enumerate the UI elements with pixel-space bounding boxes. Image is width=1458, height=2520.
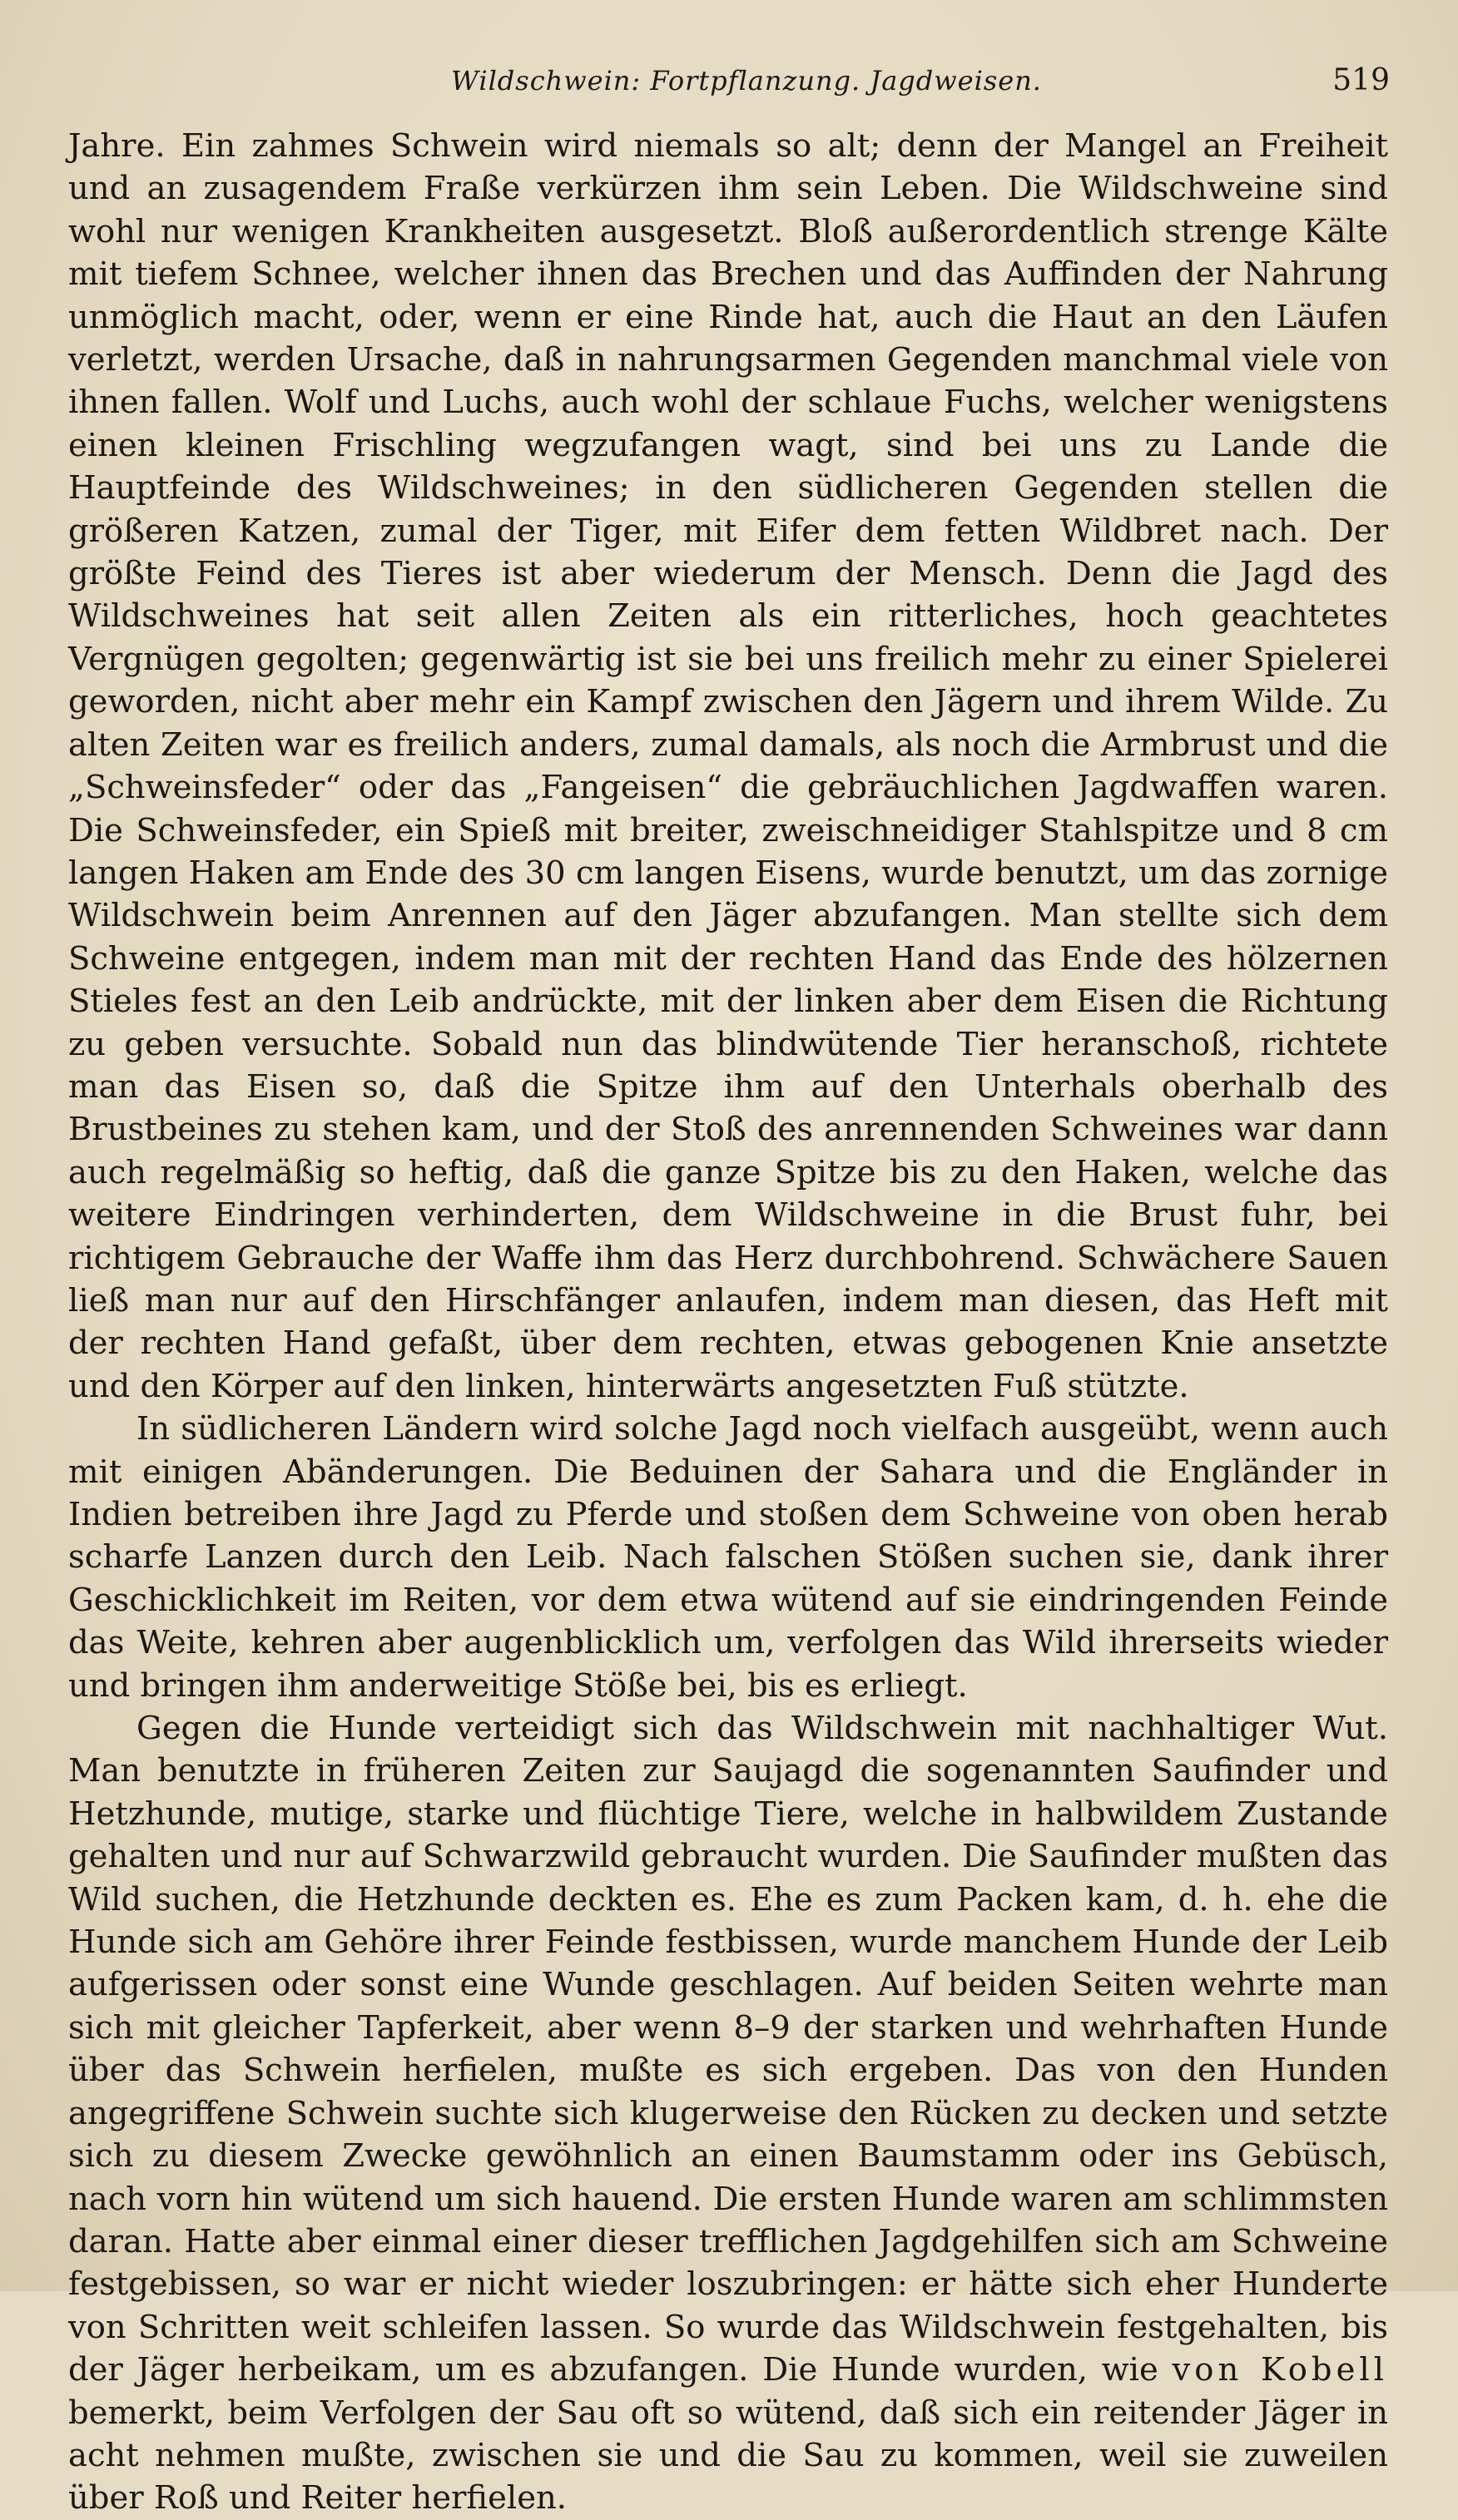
author-name: von Kobell: [1172, 2351, 1388, 2389]
paragraph-1: Jahre. Ein zahmes Schwein wird niemals so alt; denn der Mangel an Freiheit und an zusagendem Fraße verkürzen ihm sein Leben. Die Wildschweine sind wohl nur wenigen Krankheiten ausgesetzt. Bloß außerordentlich strenge Kälte mit tiefem Schnee, welcher ihnen das Brechen und das Auffinden der Nahrung unmöglich macht, oder, wenn er eine Rinde hat, auch die Haut an den Läufen verletzt, werden Ursache, daß in nahrungsarmen Gegenden manchmal viele von ihnen fallen. Wolf und Luchs, auch wohl der schlaue Fuchs, welcher wenigstens einen kleinen Frischling wegzufangen wagt, sind bei uns zu Lande die Hauptfeinde des Wildschweines; in den südlicheren Gegenden stellen die größeren Katzen, zumal der Tiger, mit Eifer dem fetten Wildbret nach. Der größte Feind des Tieres ist aber wiederum der Mensch. Denn die Jagd des Wildschweines hat seit allen Zeiten als ein ritterliches, hoch geachtetes Vergnügen gegolten; gegenwärtig ist sie bei uns freilich mehr zu einer Spielerei geworden, nicht aber mehr ein Kampf zwischen den Jägern und ihrem Wilde. Zu alten Zeiten war es freilich anders, zumal damals, als noch die Armbrust und die „Schweinsfeder“ oder das „Fangeisen“ die gebräuchlichen Jagdwaffen waren. Die Schweinsfeder, ein Spieß mit breiter, zweischneidiger Stahlspitze und 8 cm langen Haken am Ende des 30 cm langen Eisens, wurde benutzt, um das zornige Wildschwein beim Anrennen auf den Jäger abzufangen. Man stellte sich dem Schweine entgegen, indem man mit der rechten Hand das Ende des hölzernen Stieles fest an den Leib andrückte, mit der linken aber dem Eisen die Richtung zu geben versuchte. Sobald nun das blindwütende Tier heranschoß, richtete man das Eisen so, daß die Spitze ihm auf den Unterhals oberhalb des Brustbeines zu stehen kam, und der Stoß des anrennenden Schweines war dann auch regelmäßig so heftig, daß die ganze Spitze bis zu den Haken, welche das weitere Eindringen verhinderten, dem Wildschweine in die Brust fuhr, bei richtigem Gebrauche der Waffe ihm das Herz durchbohrend. Schwächere Sauen ließ man nur auf den Hirschfänger anlaufen, indem man diesen, das Heft mit der rechten Hand gefaßt, über dem rechten, etwas gebogenen Knie ansetzte und den Körper auf den linken, hinterwärts angesetzten Fuß stützte.: [68, 127, 1388, 1405]
paragraph-3-text-after: bemerkt, beim Verfolgen der Sau oft so wütend, daß sich ein reitender Jäger in acht nehmen mußte, zwischen sie und die Sau zu kommen, weil sie zuweilen über Roß und Reiter herfielen.: [68, 2394, 1388, 2518]
paragraph-3: [68, 1707, 1388, 2520]
page-number: 519: [1332, 63, 1390, 97]
paragraph-3-text-before: Gegen die Hunde verteidigt sich das Wildschwein mit nachhaltiger Wut. Man benutzte in früheren Zeiten zur Saujagd die sogenannten Saufinder und Hetzhunde, mutige, starke und flüchtige Tiere, welche in halbwildem Zustande gehalten und nur auf Schwarzwild gebraucht wurden. Die Saufinder mußten das Wild suchen, die Hetzhunde deckten es. Ehe es zum Packen kam, d. h. ehe die Hunde sich am Gehöre ihrer Feinde festbissen, wurde manchem Hunde der Leib aufgerissen oder sonst eine Wunde geschlagen. Auf beiden Seiten wehrte man sich mit gleicher Tapferkeit, aber wenn 8–9 der starken und wehrhaften Hunde über das Schwein herfielen, mußte es sich ergeben. Das von den Hunden angegriffene Schwein suchte sich klugerweise den Rücken zu decken und setzte sich zu diesem Zwecke gewöhnlich an einen Baumstamm oder ins Gebüsch, nach vorn hin wütend um sich hauend. Die ersten Hunde waren am schlimmsten daran. Hatte aber einmal einer dieser trefflichen Jagdgehilfen sich am Schweine festgebissen, so war er nicht wieder loszubringen: er hätte sich eher Hunderte von Schritten weit schleifen lassen. So wurde das Wildschwein festgehalten, bis der Jäger herbeikam, um es abzufangen. Die Hunde wurden, wie: [68, 1710, 1388, 2389]
page-header: [68, 60, 1390, 110]
paragraph-2: In südlicheren Ländern wird solche Jagd noch vielfach ausgeübt, wenn auch mit einigen Abänderungen. Die Beduinen der Sahara und die Engländer in Indien betreiben ihre Jagd zu Pferde und stoßen dem Schweine von oben herab scharfe Lanzen durch den Leib. Nach falschen Stößen suchen sie, dank ihrer Geschicklichkeit im Reiten, vor dem etwa wütend auf sie eindringenden Feinde das Weite, kehren aber augenblicklich um, verfolgen das Wild ihrerseits wieder und bringen ihm anderweitige Stöße bei, bis es erliegt.: [68, 1410, 1388, 1705]
running-head: Wildschwein: Fortpflanzung. Jagdweisen.: [451, 65, 1042, 97]
body-text: [68, 125, 1388, 2520]
